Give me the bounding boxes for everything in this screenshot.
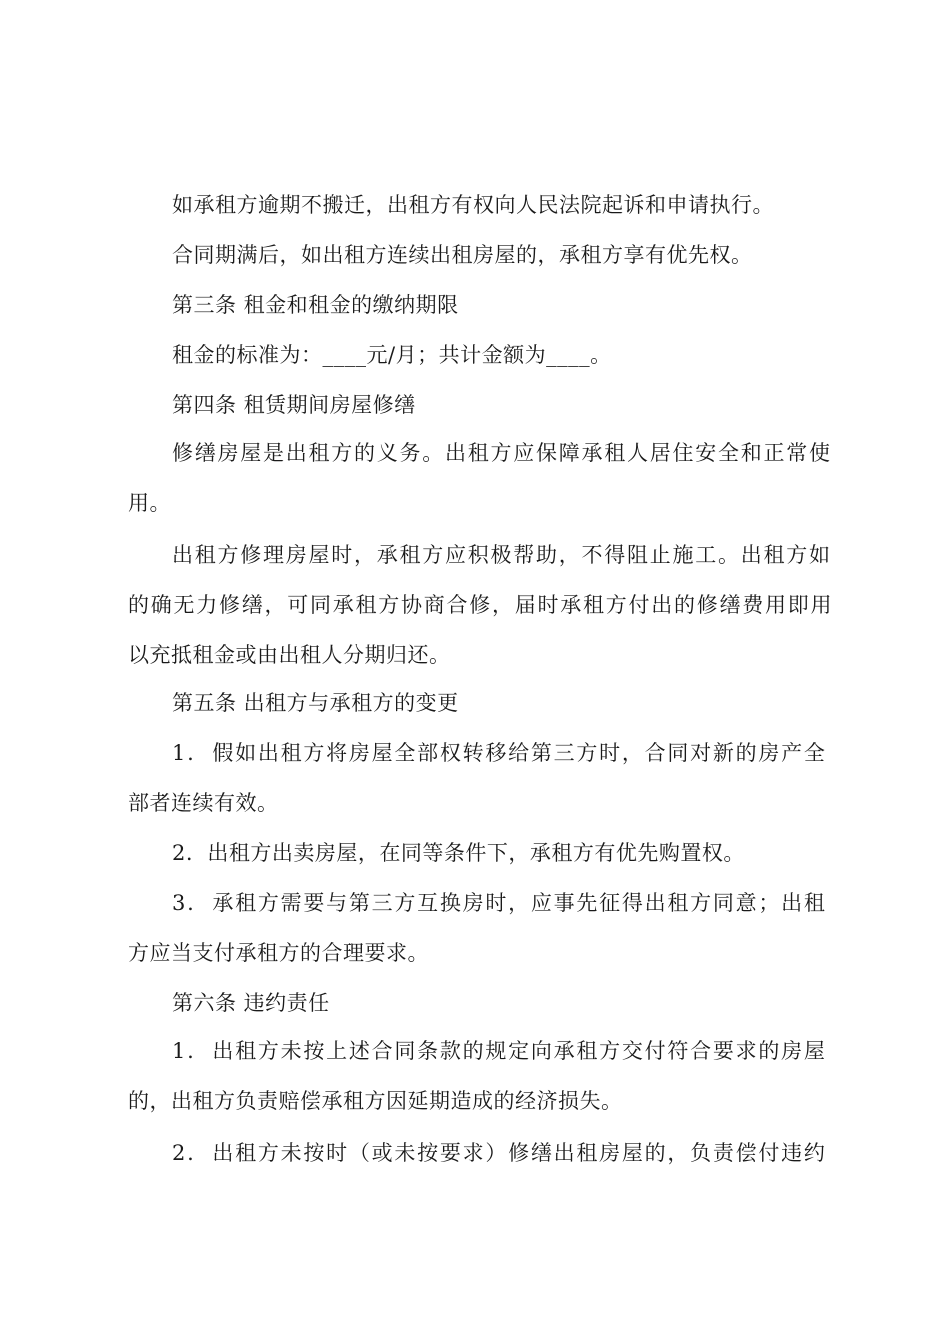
paragraph-line: 合同期满后，如出租方连续出租房屋的，承租方享有优先权。: [172, 243, 753, 267]
section-heading-6: 第六条 违约责任: [172, 991, 330, 1015]
list-item: 3. 承租方需要与第三方互换房时，应事先征得出租方同意；出租: [172, 891, 827, 915]
paragraph-line: 修缮房屋是出租方的义务。出租方应保障承租人居住安全和正常使: [172, 441, 832, 465]
list-item: 1. 出租方未按上述合同条款的规定向承租方交付符合要求的房屋: [172, 1039, 827, 1063]
paragraph-line: 以充抵租金或由出租人分期归还。: [128, 643, 451, 667]
section-heading-4: 第四条 租赁期间房屋修缮: [172, 393, 416, 417]
paragraph-line: 方应当支付承租方的合理要求。: [128, 941, 429, 965]
list-item: 2. 出租方未按时（或未按要求）修缮出租房屋的，负责偿付违约: [172, 1141, 827, 1165]
list-item: 2. 出租方出卖房屋，在同等条件下，承租方有优先购置权。: [172, 841, 745, 865]
paragraph-line: 租金的标准为：____元/月；共计金额为____。: [172, 343, 612, 367]
section-heading-3: 第三条 租金和租金的缴纳期限: [172, 293, 459, 317]
paragraph-line: 部者连续有效。: [128, 791, 279, 815]
paragraph-line: 的确无力修缮，可同承租方协商合修，届时承租方付出的修缮费用即用: [128, 593, 834, 617]
section-heading-5: 第五条 出租方与承租方的变更: [172, 691, 459, 715]
paragraph-line: 如承租方逾期不搬迁，出租方有权向人民法院起诉和申请执行。: [172, 193, 774, 217]
paragraph-line: 用。: [128, 491, 171, 515]
paragraph-line: 出租方修理房屋时，承租方应积极帮助，不得阻止施工。出租方如: [172, 543, 832, 567]
paragraph-line: 的，出租方负责赔偿承租方因延期造成的经济损失。: [128, 1089, 623, 1113]
list-item: 1. 假如出租方将房屋全部权转移给第三方时，合同对新的房产全: [172, 741, 827, 765]
